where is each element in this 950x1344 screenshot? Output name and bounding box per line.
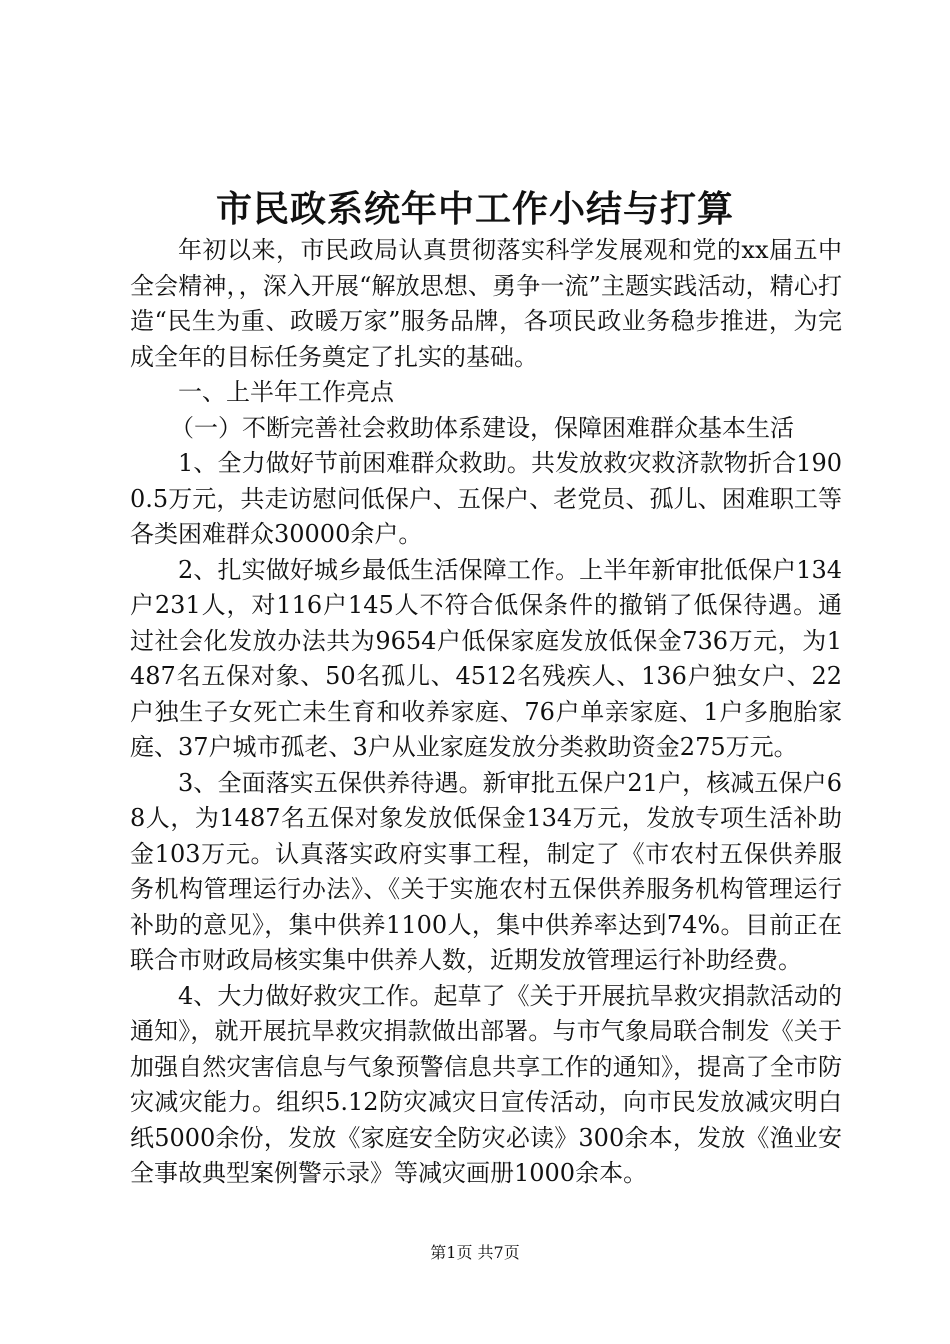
item-paragraph-3: 3、全面落实五保供养待遇。新审批五保户21户，核减五保户68人，为1487名五保对象发放低保金134万元，发放专项生活补助金103万元。认真落实政府实事工程，制定了《市农村五保供养服务机构管理运行办法》、《关于实施农村五保供养服务机构管理运行补助的意见》，集中供养1100人，集中供养率达到74%。目前正在联合市财政局核实集中供养人数，近期发放管理运行补助经费。	[130, 768, 842, 974]
intro-paragraph: 年初以来，市民政局认真贯彻落实科学发展观和党的xx届五中全会精神，，深入开展“解放思想、勇争一流”主题实践活动，精心打造“民生为重、政暖万家”服务品牌，各项民政业务稳步推进，为完成全年的目标任务奠定了扎实的基础。	[130, 236, 842, 371]
document-title: 市民政系统年中工作小结与打算	[215, 188, 734, 230]
page-footer: 第1页 共7页	[430, 1243, 520, 1262]
section-heading: 一、上半年工作亮点	[178, 378, 394, 406]
item-paragraph-4: 4、大力做好救灾工作。起草了《关于开展抗旱救灾捐款活动的通知》，就开展抗旱救灾捐款做出部署。与市气象局联合制发《关于加强自然灾害信息与气象预警信息共享工作的通知》，提高了全市防灾减灾能力。组织5.12防灾减灾日宣传活动，向市民发放减灾明白纸5000余份，发放《家庭安全防灾必读》300余本，发放《渔业安全事故典型案例警示录》等减灾画册1000余本。	[130, 981, 842, 1187]
document-body	[130, 233, 842, 1192]
subsection-heading: （一）不断完善社会救助体系建设，保障困难群众基本生活	[170, 413, 794, 442]
item-paragraph-2: 2、扎实做好城乡最低生活保障工作。上半年新审批低保户134户231人，对116户145人不符合低保条件的撤销了低保待遇。通过社会化发放办法共为9654户低保家庭发放低保金736万元，为1487名五保对象、50名孤儿、4512名残疾人、136户独女户、22户独生子女死亡未生育和收养家庭、76户单亲家庭、1户多胞胎家庭、37户城市孤老、3户从业家庭发放分类救助资金275万元。	[130, 555, 842, 761]
item-paragraph-1: 1、全力做好节前困难群众救助。共发放救灾救济款物折合1900.5万元，共走访慰问低保户、五保户、老党员、孤儿、困难职工等各类困难群众30000余户。	[130, 449, 842, 548]
